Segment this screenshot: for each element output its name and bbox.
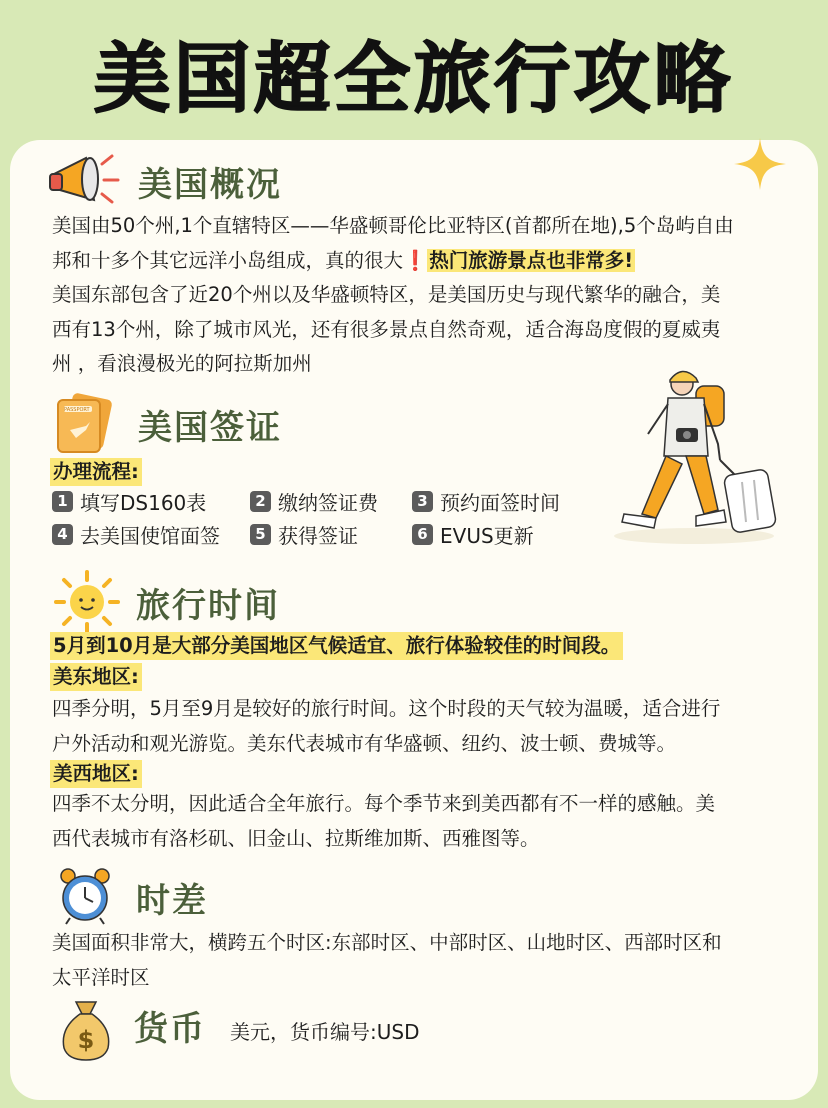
west-region-text bbox=[52, 787, 782, 856]
step-number: 2 bbox=[250, 491, 271, 512]
time-diff-heading: 时差 bbox=[136, 880, 208, 921]
traveler-illustration bbox=[604, 364, 784, 549]
step-label: 去美国使馆面签 bbox=[80, 524, 220, 548]
step-label: 预约面签时间 bbox=[440, 491, 560, 515]
visa-header bbox=[50, 392, 282, 456]
overview-line-2 bbox=[52, 244, 782, 279]
visa-process-label: 办理流程: bbox=[50, 458, 142, 486]
sun-icon bbox=[52, 570, 122, 634]
page-title: 美国超全旅行攻略 bbox=[94, 34, 734, 123]
step-number: 4 bbox=[52, 524, 73, 545]
overview-heading: 美国概况 bbox=[138, 164, 282, 205]
time-diff-header bbox=[52, 866, 208, 928]
travel-time-header bbox=[52, 570, 280, 634]
time-diff-text bbox=[52, 926, 782, 995]
currency-heading: 货币 bbox=[134, 1008, 206, 1049]
step-number: 3 bbox=[412, 491, 433, 512]
overview-header bbox=[46, 150, 282, 212]
west-line-2: 西代表城市有洛杉矶、旧金山、拉斯维加斯、西雅图等。 bbox=[52, 826, 540, 850]
overview-highlight: 热门旅游景点也非常多! bbox=[429, 248, 634, 272]
money-bag-icon bbox=[56, 998, 116, 1062]
step-label: EVUS更新 bbox=[440, 524, 534, 548]
exclamation-icon: ❗ bbox=[403, 248, 428, 272]
travel-time-heading: 旅行时间 bbox=[136, 585, 280, 626]
visa-step-6 bbox=[412, 520, 534, 549]
east-line-1: 四季分明，5月至9月是较好的旅行时间。这个时段的天气较为温暖，适合进行 bbox=[52, 697, 721, 720]
visa-step-2 bbox=[250, 487, 378, 516]
step-number: 1 bbox=[52, 491, 73, 512]
passport-label: PASSPORT bbox=[64, 407, 90, 413]
visa-step-3 bbox=[412, 487, 560, 516]
east-line-2: 户外活动和观光游览。美东代表城市有华盛顿、纽约、波士顿、费城等。 bbox=[52, 731, 677, 755]
step-label: 填写DS160表 bbox=[80, 491, 207, 515]
west-region-label: 美西地区: bbox=[50, 760, 142, 788]
sparkle-icon bbox=[732, 136, 788, 192]
currency-text: 美元，货币编号:USD bbox=[230, 1019, 420, 1044]
step-number: 5 bbox=[250, 524, 271, 545]
currency-header bbox=[56, 998, 419, 1062]
overview-line-5: 州 ，看浪漫极光的阿拉斯加州 bbox=[52, 352, 312, 375]
visa-step-4 bbox=[52, 520, 220, 549]
overview-text bbox=[52, 209, 782, 382]
east-region-text bbox=[52, 692, 782, 761]
visa-step-1 bbox=[52, 487, 206, 516]
travel-time-highlight: 5月到10月是大部分美国地区气候适宜、旅行体验较佳的时间段。 bbox=[50, 632, 623, 660]
dollar-sign: $ bbox=[77, 1026, 95, 1054]
overview-line-3: 美国东部包含了近20个州以及华盛顿特区，是美国历史与现代繁华的融合，美 bbox=[52, 283, 721, 306]
step-number: 6 bbox=[412, 524, 433, 545]
passport-icon bbox=[50, 392, 120, 456]
visa-heading: 美国签证 bbox=[138, 407, 282, 448]
east-region-label: 美东地区: bbox=[50, 663, 142, 691]
overview-line-4: 西有13个州，除了城市风光，还有很多景点自然奇观，适合海岛度假的夏威夷 bbox=[52, 317, 721, 341]
step-label: 缴纳签证费 bbox=[278, 491, 378, 515]
megaphone-icon bbox=[46, 150, 126, 212]
step-label: 获得签证 bbox=[278, 524, 358, 548]
overview-line-2-text: 邦和十多个其它远洋小岛组成，真的很大 bbox=[52, 248, 404, 272]
alarm-clock-icon bbox=[52, 866, 118, 928]
time-diff-line-1: 美国面积非常大，横跨五个时区:东部时区、中部时区、山地时区、西部时区和 bbox=[52, 931, 722, 954]
visa-step-5 bbox=[250, 520, 358, 549]
overview-line-1: 美国由50个州,1个直辖特区——华盛顿哥伦比亚特区(首都所在地),5个岛屿自由 bbox=[52, 214, 734, 237]
time-diff-line-2: 太平洋时区 bbox=[52, 965, 150, 989]
west-line-1: 四季不太分明，因此适合全年旅行。每个季节来到美西都有不一样的感触。美 bbox=[52, 792, 716, 815]
